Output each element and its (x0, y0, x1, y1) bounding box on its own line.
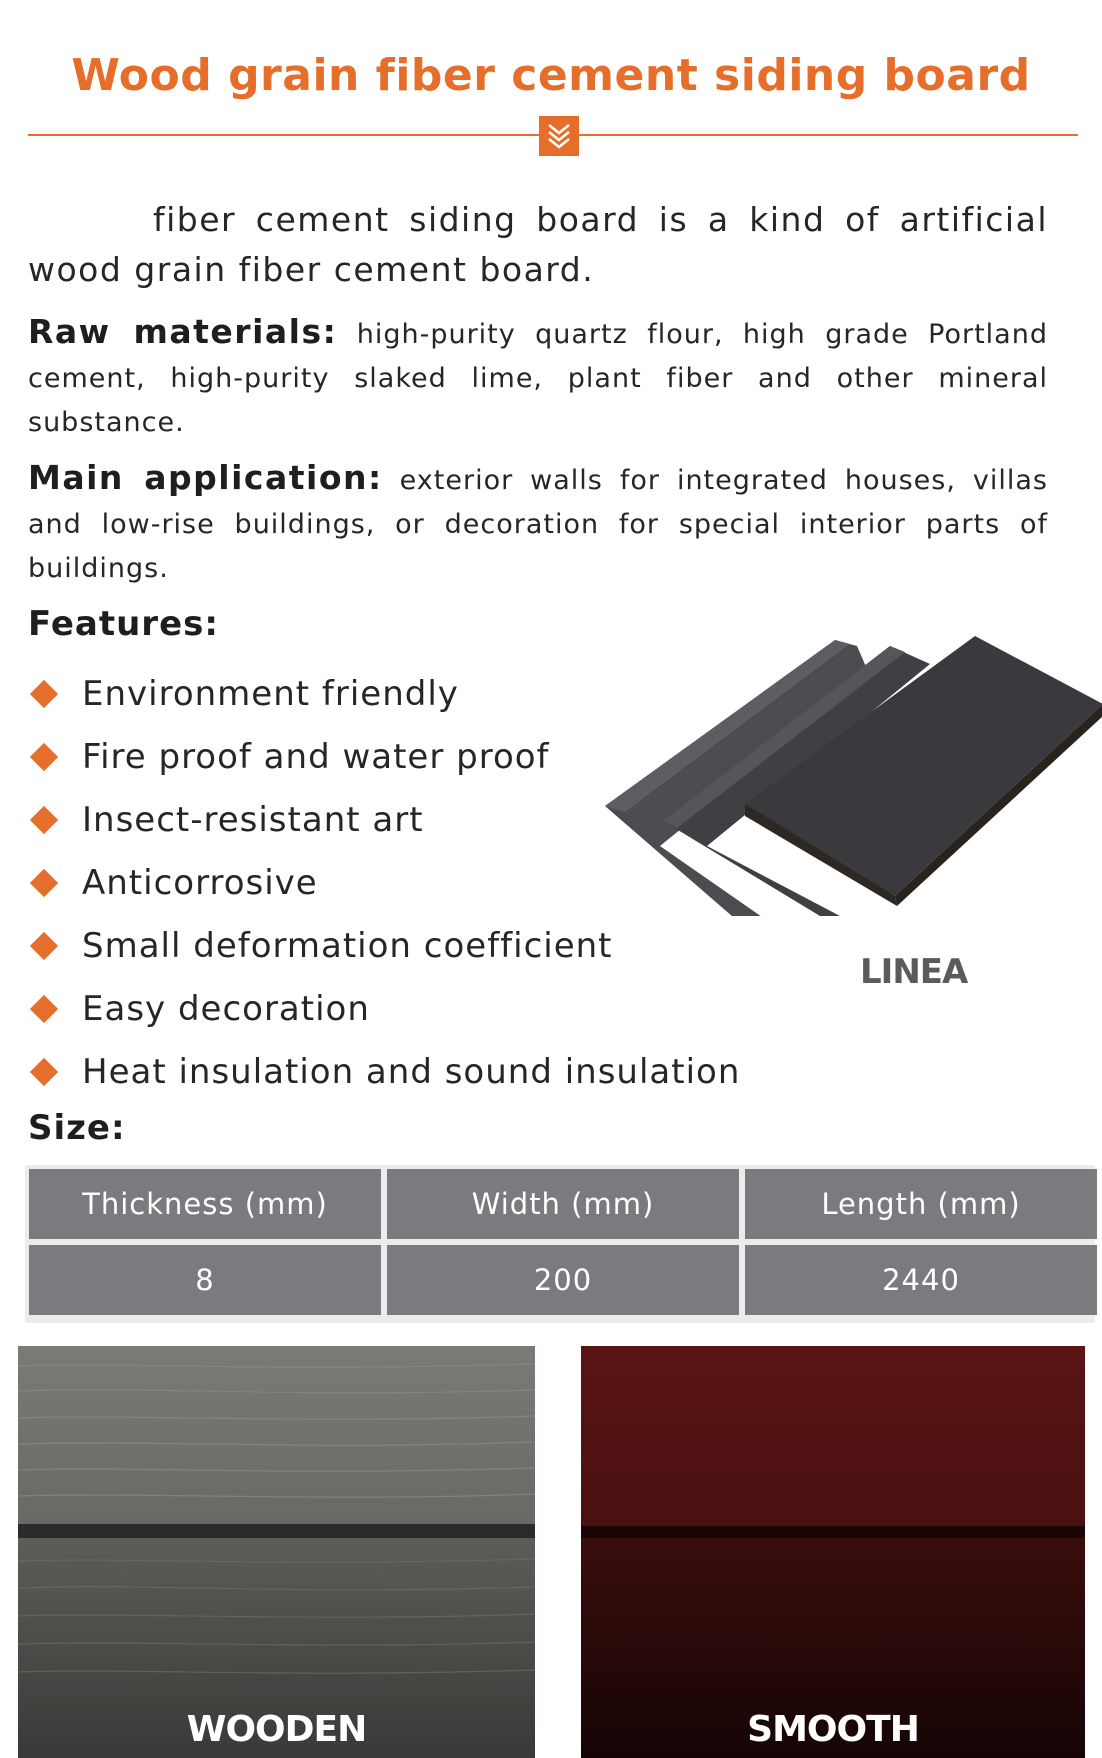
raw-materials-text: high-purity quartz flour, high grade Portland cement, high-purity slaked lime, plant fiber and other mineral substance. (28, 319, 1048, 438)
size-table-container (25, 1165, 1095, 1323)
raw-materials-paragraph (28, 310, 1048, 445)
diamond-bullet-icon (30, 931, 58, 959)
header-width: Width (mm) (387, 1169, 739, 1239)
main-application-paragraph (28, 456, 1048, 591)
feature-label: Small deformation coefficient (82, 925, 613, 966)
smooth-label: SMOOTH (747, 1709, 919, 1750)
intro-paragraph: fiber cement siding board is a kind of artificial wood grain fiber cement board. (28, 200, 1048, 289)
feature-label: Anticorrosive (82, 862, 318, 903)
diamond-bullet-icon (30, 1057, 58, 1085)
features-heading: Features: (28, 604, 219, 644)
feature-label: Environment friendly (82, 673, 459, 714)
wooden-swatch-image (18, 1346, 535, 1758)
size-heading: Size: (28, 1108, 126, 1148)
header-length: Length (mm) (745, 1169, 1097, 1239)
chevron-down-icon (539, 116, 579, 156)
header-thickness: Thickness (mm) (29, 1169, 381, 1239)
value-thickness: 8 (29, 1245, 381, 1315)
raw-materials-label: Raw materials: (28, 312, 338, 351)
feature-label: Easy decoration (82, 988, 370, 1029)
product-label: LINEA (860, 952, 968, 992)
feature-item (28, 1040, 748, 1103)
diamond-bullet-icon (30, 742, 58, 770)
diamond-bullet-icon (30, 679, 58, 707)
wooden-label: WOODEN (186, 1709, 367, 1750)
table-row (29, 1245, 1097, 1315)
main-application-text: exterior walls for integrated houses, villas and low-rise buildings, or decoration for special interior parts of buildings. (28, 465, 1048, 584)
feature-label: Insect-resistant art (82, 799, 424, 840)
product-boards-image (605, 636, 1102, 916)
value-length: 2440 (745, 1245, 1097, 1315)
table-header-row (29, 1169, 1097, 1239)
feature-label: Fire proof and water proof (82, 736, 550, 777)
page-title: Wood grain fiber cement siding board (71, 50, 1031, 101)
diamond-bullet-icon (30, 868, 58, 896)
size-table (23, 1163, 1102, 1321)
main-application-label: Main application: (28, 458, 383, 497)
smooth-swatch-image (581, 1346, 1085, 1758)
value-width: 200 (387, 1245, 739, 1315)
feature-item (28, 977, 748, 1040)
diamond-bullet-icon (30, 994, 58, 1022)
feature-label: Heat insulation and sound insulation (82, 1051, 741, 1092)
diamond-bullet-icon (30, 805, 58, 833)
feature-item (28, 914, 748, 977)
